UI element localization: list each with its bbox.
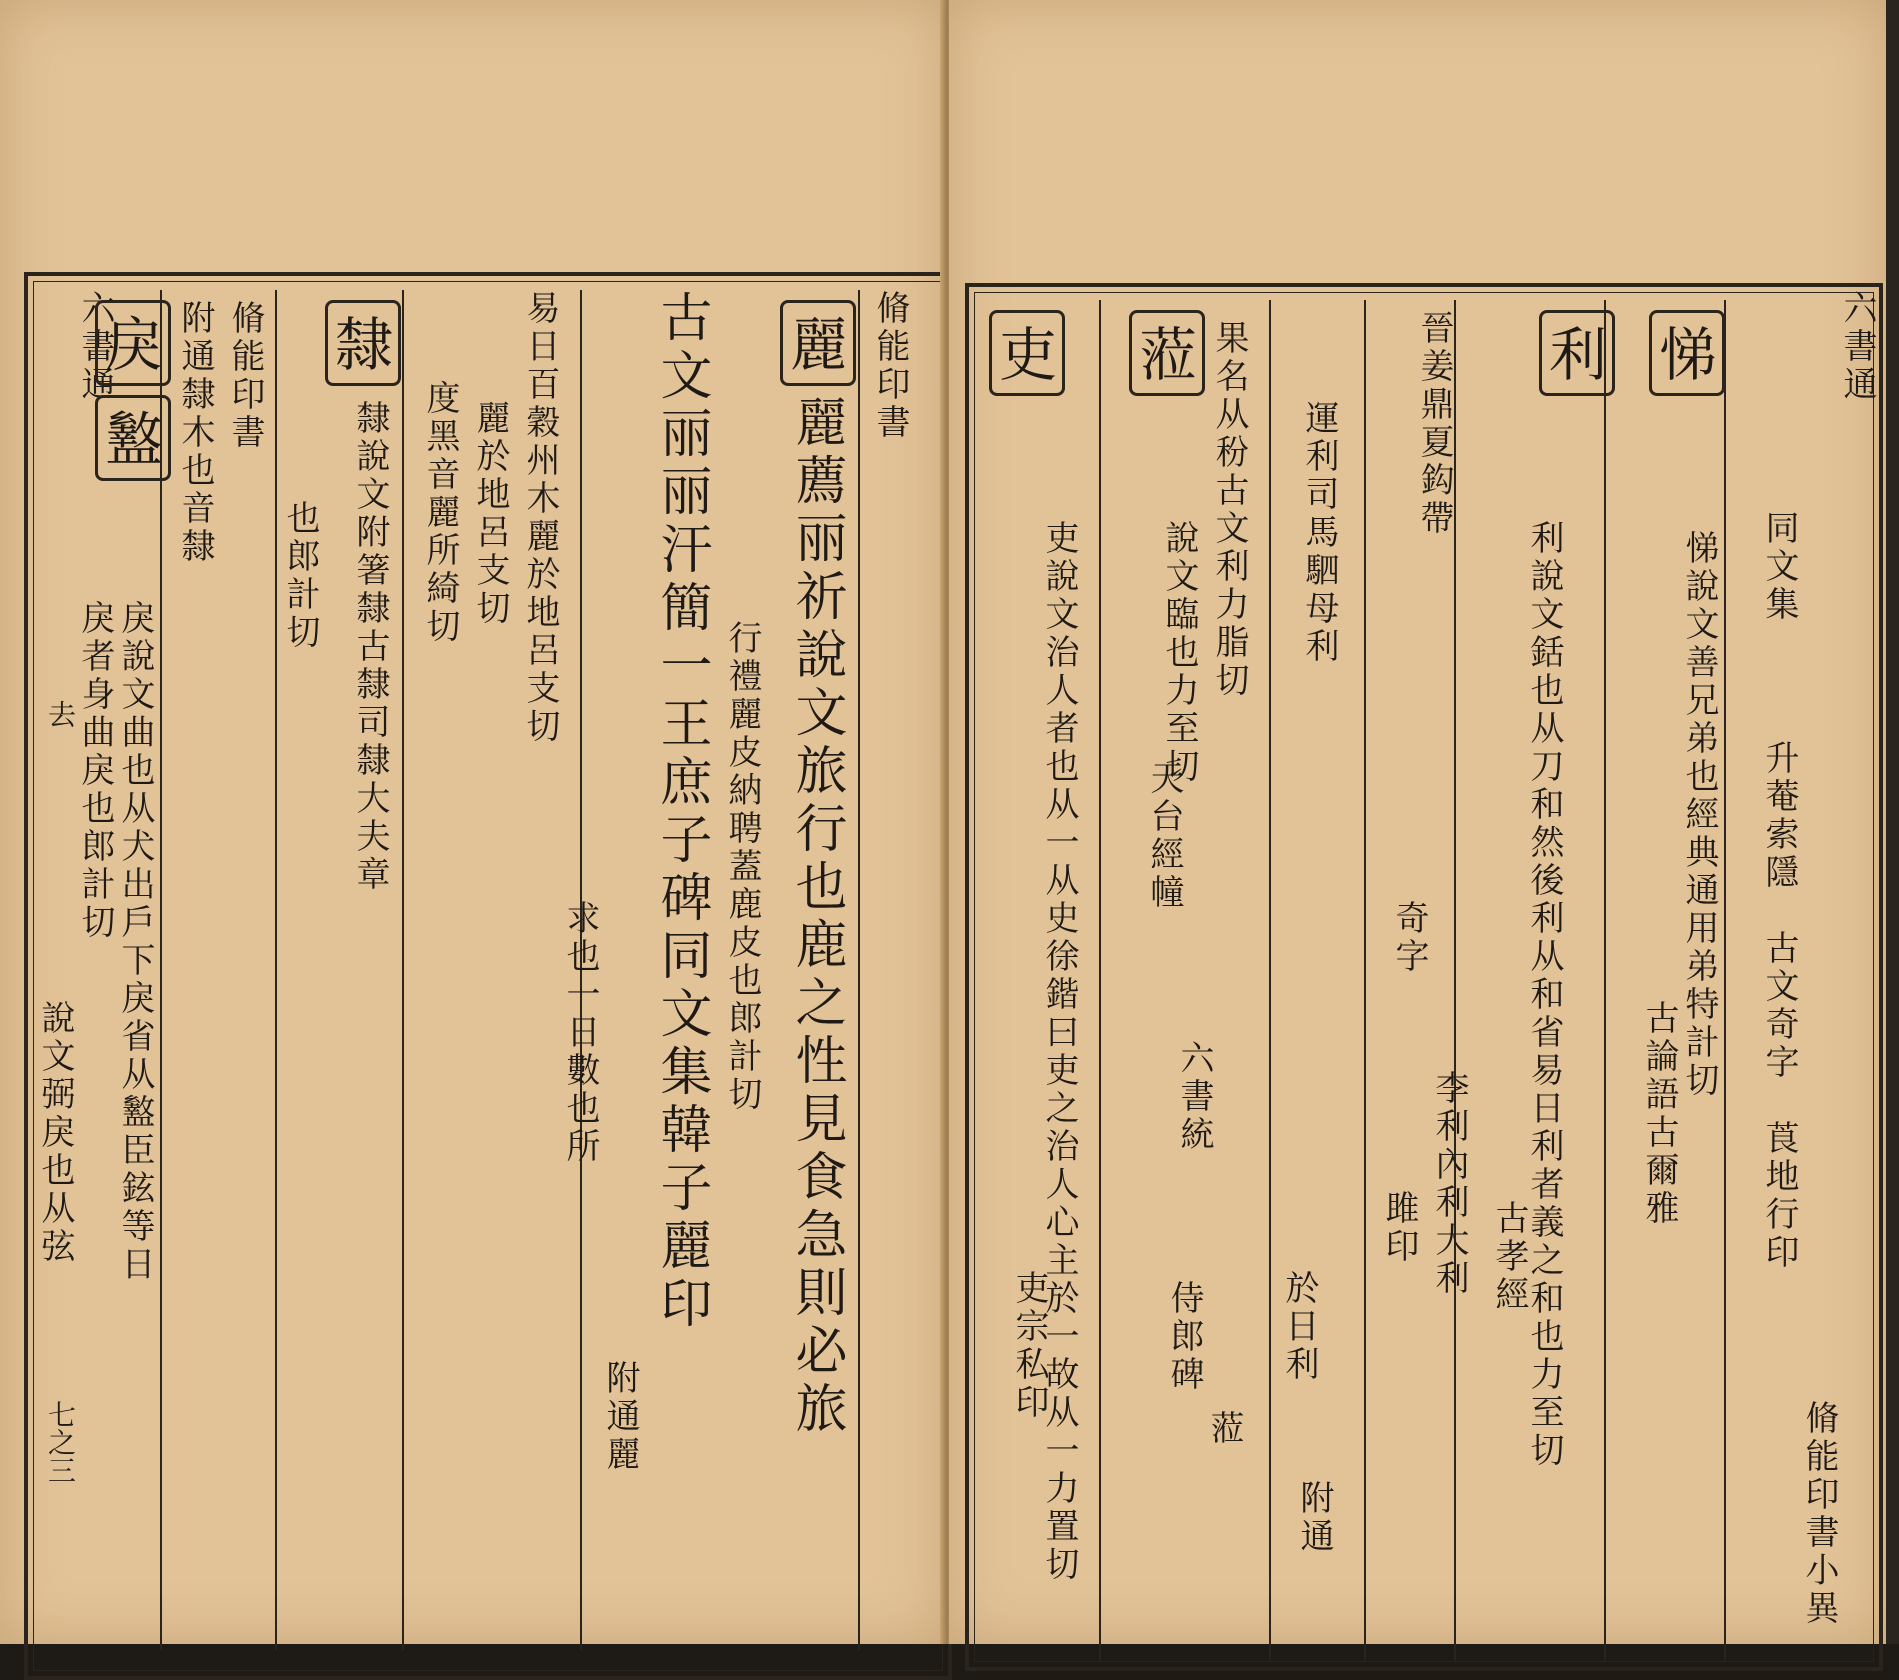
text-column-r5: 脩能印書小異 (1799, 1400, 1839, 1628)
column-rule (1269, 300, 1271, 1660)
text-column-10: 隸說文附箸隸古隸司隸大夫章 (350, 400, 390, 894)
text-column-r14: 運利司馬駟母利 (1299, 400, 1339, 666)
text-column-3: 行禮麗皮納聘蓋鹿皮也郎計切 (722, 620, 762, 1114)
text-column-14: 戾說文曲也从犬出戶下戾省从盭臣鉉等日 (115, 600, 155, 1284)
column-rule (402, 290, 404, 1650)
text-column-r2: 升菴索隱 (1759, 740, 1799, 892)
text-column-r15: 附通 (1294, 1480, 1334, 1556)
text-column-r6: 悌說文善兄弟也經典通用弟特計切 (1679, 530, 1719, 1100)
left-page (0, 0, 949, 1644)
text-column-r1: 同文集 (1759, 510, 1799, 624)
text-column-6: 易日百穀州木麗於地呂支切 (520, 290, 560, 746)
text-column-13: 附通隸木也音隸 (175, 300, 215, 566)
book-edge (1886, 0, 1899, 1644)
column-rule (275, 290, 277, 1650)
volume-mark: 去 (44, 700, 77, 728)
text-column-r7: 古論語古爾雅 (1639, 1000, 1679, 1228)
text-column-5: 附通麗 (600, 1360, 640, 1474)
text-column-r13: 雎印 (1379, 1190, 1419, 1266)
text-column-r12: 李利內利大利 (1429, 1070, 1469, 1298)
head-char-box: 麗 (780, 300, 856, 386)
text-column-r20: 六書統 (1174, 1040, 1214, 1154)
text-column-7: 求也一日數也所 (560, 900, 600, 1166)
head-char-box: 蒞 (1129, 310, 1205, 396)
text-column-2: 麗薦丽祈說文旅行也鹿之性見食急則必旅 (786, 395, 846, 1439)
text-column-r11: 奇字 (1389, 900, 1429, 976)
text-column-r16: 於日利 (1279, 1270, 1319, 1384)
column-rule (1454, 300, 1456, 1660)
head-char-box: 戾 (95, 300, 171, 386)
text-column-r18: 說文臨也力至切 (1159, 520, 1199, 786)
head-char-box: 吏 (989, 310, 1065, 396)
text-column-15: 戾者身曲戾也郎計切 (75, 600, 115, 942)
text-column-r9: 古孝經 (1489, 1200, 1529, 1314)
text-column-r22: 蒞 (1204, 1410, 1244, 1448)
text-column-r24: 吏宗私印 (1009, 1270, 1049, 1422)
running-title: 六書通 (1837, 290, 1877, 404)
head-char-box: 利 (1539, 310, 1615, 396)
running-title: 六書通 (75, 290, 115, 404)
text-column-r23: 吏說文治人者也从一从史徐鍇曰吏之治人心主於一故从一力置切 (1039, 520, 1079, 1584)
right-page (949, 0, 1887, 1644)
column-rule (1364, 300, 1366, 1660)
text-column-11: 也郎計切 (280, 500, 320, 652)
column-rule (1724, 300, 1726, 1660)
text-column-r17: 果名从秎古文利力脂切 (1209, 320, 1249, 700)
text-column-4: 古文丽丽汗簡一王庶子碑同文集韓子麗印 (651, 290, 711, 1334)
column-rule (160, 290, 162, 1650)
text-column-r4: 莨地行印 (1759, 1120, 1799, 1272)
text-column-1: 脩能印書 (870, 290, 910, 442)
head-char-box: 悌 (1649, 310, 1725, 396)
text-column-12: 脩能印書 (225, 300, 265, 452)
page-mark: 七之三 (44, 1400, 77, 1484)
head-char-box: 盭 (95, 395, 171, 481)
text-column-r10: 晉姜鼎夏鈎帶 (1414, 310, 1454, 538)
head-char-box: 隸 (325, 300, 401, 386)
text-column-9: 度黑音麗所綺切 (420, 380, 460, 646)
text-column-r8: 利說文銛也从刀和然後利从和省易日利者義之和也力至切 (1524, 520, 1564, 1470)
text-column-r3: 古文奇字 (1759, 930, 1799, 1082)
text-column-8: 麗於地呂支切 (470, 400, 510, 628)
column-rule (858, 290, 860, 1650)
text-column-r21: 侍郎碑 (1164, 1280, 1204, 1394)
text-column-16: 說文弼戾也从弦 (35, 1000, 75, 1266)
text-column-r19: 天台經幢 (1144, 760, 1184, 912)
column-rule (1099, 300, 1101, 1660)
column-rule (1604, 300, 1606, 1660)
